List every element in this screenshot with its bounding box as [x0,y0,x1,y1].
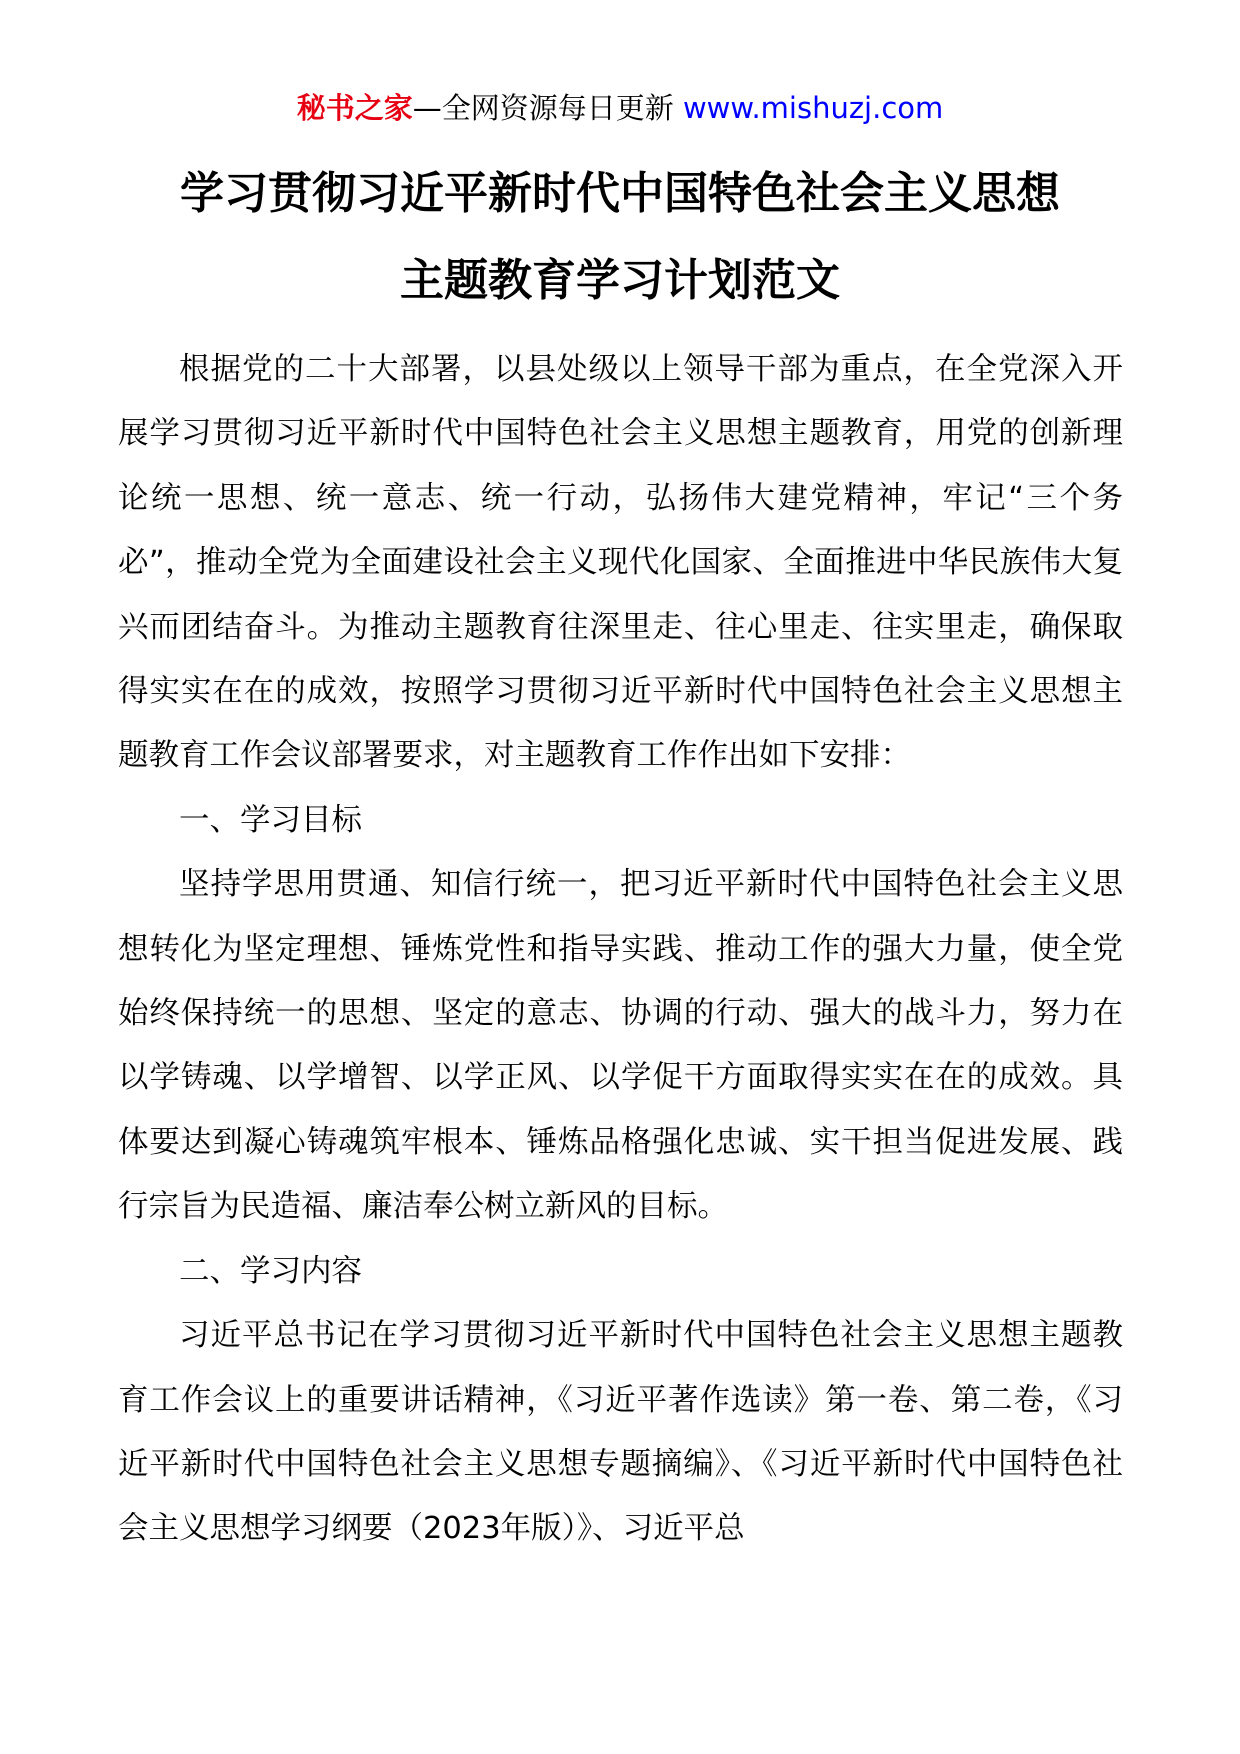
brand-name: 秘书之家 [296,91,413,125]
document-title-line-1: 学习贯彻习近平新时代中国特色社会主义思想 [180,168,1060,219]
goals-paragraph: 坚持学思用贯通、知信行统一，把习近平新时代中国特色社会主义思想转化为坚定理想、锤炼党性和指导实践、推动工作的强大力量，使全党始终保持统一的思想、坚定的意志、协调的行动、强大的战斗力，努力在以学铸魂、以学增智、以学正风、以学促干方面取得实实在在的成效。具体要达到凝心铸魂筑牢根本、锤炼品格强化忠诚、实干担当促进发展、践行宗旨为民造福、廉洁奉公树立新风的目标。 [118,867,1123,1225]
section-heading-content: 二、学习内容 [179,1253,362,1289]
header-banner [0,88,1240,128]
content-paragraph: 习近平总书记在学习贯彻习近平新时代中国特色社会主义思想主题教育工作会议上的重要讲话精神，《习近平著作选读》第一卷、第二卷，《习近平新时代中国特色社会主义思想专题摘编》、《习近平新时代中国特色社会主义思想学习纲要（2023年版）》、习近平总 [118,1318,1123,1547]
document-body [118,338,1123,1562]
site-url-link[interactable]: www.mishuzj.com [682,91,944,125]
document-title-line-2: 主题教育学习计划范文 [400,255,840,306]
header-slogan: —全网资源每日更新 [412,91,683,125]
intro-paragraph: 根据党的二十大部署，以县处级以上领导干部为重点，在全党深入开展学习贯彻习近平新时代中国特色社会主义思想主题教育，用党的创新理论统一思想、统一意志、统一行动，弘扬伟大建党精神，牢记“三个务必”，推动全党为全面建设社会主义现代化国家、全面推进中华民族伟大复兴而团结奋斗。为推动主题教育往深里走、往心里走、往实里走，确保取得实实在在的成效，按照学习贯彻习近平新时代中国特色社会主义思想主题教育工作会议部署要求，对主题教育工作作出如下安排： [118,352,1123,774]
section-heading-goals: 一、学习目标 [179,802,362,838]
